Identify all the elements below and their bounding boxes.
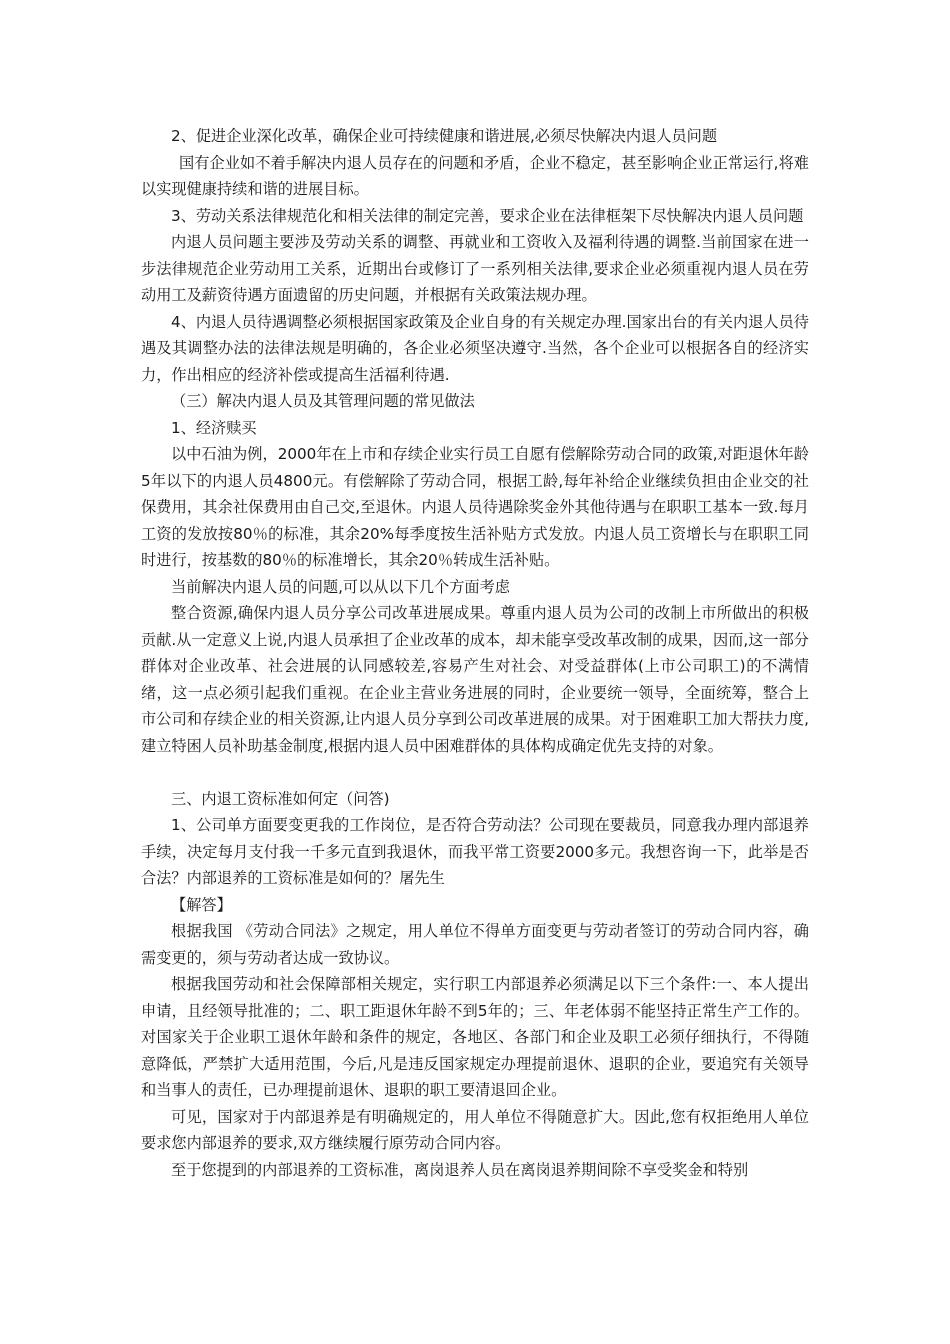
body-paragraph: 根据我国 《劳动合同法》之规定，用人单位不得单方面变更与劳动者签订的劳动合同内容，确需变更的，须与劳动者达成一致协议。 <box>141 922 809 967</box>
document-body <box>141 123 809 1183</box>
body-paragraph: 以中石油为例，2000年在上市和存续企业实行员工自愿有偿解除劳动合同的政策,对距退休年龄5年以下的内退人员4800元。有偿解除了劳动合同，根据工龄,每年补给企业继续负担由企业交的社保费用，其余社保费用由自己交,至退休。内退人员待遇除奖金外其他待遇与在职职工基本一致.每月工资的发放按80％的标准，其余20%每季度按生活补贴方式发放。内退人员工资增长与在职职工同时进行，按基数的80％的标准增长，其余20％转成生活补贴。 <box>141 445 809 569</box>
body-paragraph: 整合资源,确保内退人员分享公司改革进展成果。尊重内退人员为公司的改制上市所做出的积极贡献.从一定意义上说,内退人员承担了企业改革的成本，却未能享受改革改制的成果，因而,这一部分群体对企业改革、社会进展的认同感较差,容易产生对社会、对受益群体(上市公司职工)的不满情绪，这一点必须引起我们重视。在企业主营业务进展的同时，企业要统一领导，全面统筹，整合上市公司和存续企业的相关资源,让内退人员分享到公司改革进展的成果。对于困难职工加大帮扶力度,建立特困人员补助基金制度,根据内退人员中困难群体的具体构成确定优先支持的对象。 <box>141 604 809 755</box>
question-paragraph: 1、公司单方面要变更我的工作岗位，是否符合劳动法？公司现在要裁员，同意我办理内部退养手续，决定每月支付我一千多元直到我退休，而我平常工资要2000多元。我想咨询一下，此举是否合法？内部退养的工资标准是如何的？屠先生 <box>141 816 809 887</box>
section-heading-4: 4、内退人员待遇调整必须根据国家政策及企业自身的有关规定办理.国家出台的有关内退人员待遇及其调整办法的法律法规是明确的，各企业必须坚决遵守.当然，各个企业可以根据各自的经济实力，作出相应的经济补偿或提高生活福利待遇. <box>141 312 809 384</box>
body-paragraph: 至于您提到的内部退养的工资标准，离岗退养人员在离岗退养期间除不享受奖金和特别 <box>171 1160 749 1179</box>
body-paragraph: 国有企业如不着手解决内退人员存在的问题和矛盾，企业不稳定，甚至影响企业正常运行,将难以实现健康持续和谐的进展目标。 <box>141 153 809 198</box>
body-paragraph: 根据我国劳动和社会保障部相关规定，实行职工内部退养必须满足以下三个条件:一、本人提出申请，且经领导批准的；二、职工距退休年龄不到5年的；三、年老体弱不能坚持正常生产工作的。对国家关于企业职工退休年龄和条件的规定，各地区、各部门和企业及职工必须仔细执行，不得随意降低，严禁扩大适用范围，今后,凡是违反国家规定办理提前退休、退职的企业，要追究有关领导和当事人的责任，已办理提前退休、退职的职工要清退回企业。 <box>141 975 809 1099</box>
body-paragraph: 当前解决内退人员的问题,可以从以下几个方面考虑 <box>171 577 510 596</box>
chapter-heading: 三、内退工资标准如何定（问答) <box>171 789 390 808</box>
section-heading-2: 2、促进企业深化改革，确保企业可持续健康和谐进展,必须尽快解决内退人员问题 <box>171 127 718 145</box>
blank-line <box>141 759 809 786</box>
answer-label: 【解答】 <box>171 895 232 914</box>
section-heading-3: 3、劳动关系法律规范化和相关法律的制定完善，要求企业在法律框架下尽快解决内退人员问题 <box>171 206 804 225</box>
item-heading: 1、经济赎买 <box>171 418 257 437</box>
body-paragraph: 可见，国家对于内部退养是有明确规定的，用人单位不得随意扩大。因此,您有权拒绝用人单位要求您内部退养的要求,双方继续履行原劳动合同内容。 <box>141 1107 809 1152</box>
body-paragraph: 内退人员问题主要涉及劳动关系的调整、再就业和工资收入及福利待遇的调整.当前国家在进一步法律规范企业劳动用工关系，近期出台或修订了一系列相关法律,要求企业必须重视内退人员在劳动用工及薪资待遇方面遗留的历史问题，并根据有关政策法规办理。 <box>141 233 809 304</box>
subsection-heading: （三）解决内退人员及其管理问题的常见做法 <box>171 392 475 410</box>
